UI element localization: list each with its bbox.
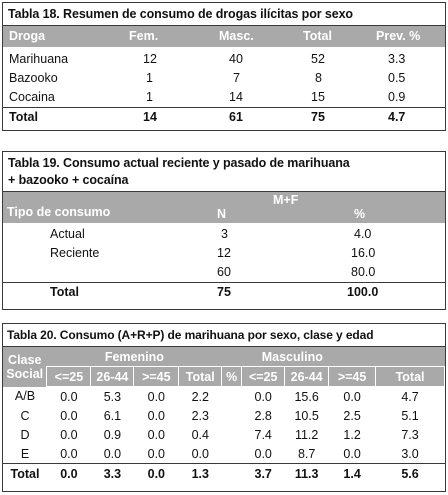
table-row	[3, 444, 445, 464]
col-pct: %	[354, 207, 366, 221]
table-18	[2, 2, 446, 131]
table-row	[3, 225, 445, 244]
row-label: Cocaina	[9, 90, 55, 104]
cell: 12	[143, 52, 157, 66]
cell: 0.0	[191, 446, 209, 461]
cell: 1.2	[343, 427, 361, 442]
table-row	[3, 406, 445, 425]
cell: 0.0	[254, 389, 272, 404]
header-row-groups	[3, 347, 445, 367]
row-label: Bazooko	[9, 71, 58, 85]
cell: 0.5	[388, 71, 406, 85]
header-text: Clase	[8, 352, 42, 367]
table-20-grid	[3, 347, 445, 483]
cell: 1.4	[343, 466, 361, 481]
row-label: A/B	[14, 389, 36, 404]
cell: 80.0	[351, 265, 376, 279]
group-femenino: Femenino	[47, 347, 222, 367]
col-header: >=45	[329, 367, 376, 387]
cell: 75	[311, 110, 325, 124]
header-text: Social	[6, 366, 44, 381]
cell: 0.0	[60, 427, 78, 442]
table-18-title: Tabla 18. Resumen de consumo de drogas ilícitas por sexo	[3, 3, 445, 26]
cell: 2.3	[191, 408, 209, 423]
table-row	[3, 263, 445, 282]
cell: 3.0	[401, 446, 419, 461]
cell: 4.0	[354, 227, 372, 241]
col-masc: Masc.	[219, 29, 254, 43]
row-label: Marihuana	[9, 52, 69, 66]
row-label: Total	[10, 466, 40, 481]
table-row	[3, 69, 445, 88]
cell: 7	[233, 71, 240, 85]
cell: 0.0	[147, 446, 166, 461]
row-label: Actual	[50, 227, 85, 241]
cell: 0.9	[103, 427, 122, 442]
table-row	[3, 387, 445, 407]
cell: 0.4	[191, 427, 209, 442]
cell: 0.0	[147, 408, 166, 423]
cell: 7.3	[401, 427, 419, 442]
title-line: + bazooko + cocaína	[8, 173, 129, 187]
cell: 4.7	[401, 389, 419, 404]
table-row	[3, 88, 445, 107]
cell: 8	[315, 71, 322, 85]
cell: 5.3	[103, 389, 122, 404]
cell: 1	[146, 90, 153, 104]
table-20	[2, 323, 446, 492]
table-20-title: Tabla 20. Consumo (A+R+P) de marihuana por sexo, clase y edad	[3, 324, 445, 347]
col-tipo: Tipo de consumo	[7, 205, 111, 219]
cell: 0.0	[254, 446, 272, 461]
cell: 8.7	[297, 446, 316, 461]
cell: 100.0	[347, 285, 379, 299]
cell: 5.6	[401, 466, 419, 481]
cell: 0.0	[60, 466, 78, 481]
cell: 11.2	[294, 427, 319, 442]
cell: 0.0	[147, 427, 166, 442]
cell: 75	[217, 285, 231, 299]
table-19	[2, 151, 446, 310]
col-header: 26-44	[91, 367, 134, 387]
col-header: <=25	[47, 367, 91, 387]
col-clase-social	[3, 347, 47, 387]
cell: 0.9	[388, 90, 406, 104]
col-droga: Droga	[9, 29, 46, 43]
row-label: Total	[50, 285, 79, 299]
cell: 15.6	[294, 389, 319, 404]
cell: 7.4	[254, 427, 272, 442]
cell: 2.5	[343, 408, 361, 423]
table-19-header	[3, 192, 445, 223]
cell: 61	[229, 110, 243, 124]
row-label: Reciente	[50, 246, 100, 260]
col-prev: Prev. %	[376, 29, 421, 43]
cell: 0.0	[103, 446, 122, 461]
cell: 52	[311, 52, 325, 66]
cell: 0.0	[60, 389, 78, 404]
table-row	[3, 50, 445, 69]
col-header: 26-44	[285, 367, 329, 387]
table-19-title	[3, 152, 445, 192]
col-header-pct: %	[222, 367, 242, 387]
cell: 40	[229, 52, 243, 66]
cell: 11.3	[294, 466, 319, 481]
col-header: Total	[179, 367, 222, 387]
group-masculino: Masculino	[242, 347, 445, 367]
col-header: >=45	[134, 367, 179, 387]
cell: 5.1	[401, 408, 419, 423]
table-row	[3, 425, 445, 444]
cell: 0.0	[343, 389, 361, 404]
row-label: Total	[9, 110, 38, 124]
row-label: C	[20, 408, 30, 423]
cell: 15	[311, 90, 325, 104]
table-row	[3, 244, 445, 263]
cell: 3.3	[103, 466, 122, 481]
cell: 0.0	[147, 389, 166, 404]
cell: 2.2	[191, 389, 209, 404]
table-total-row	[3, 464, 445, 484]
table-total-row	[3, 282, 445, 302]
table-total-row	[3, 107, 445, 127]
cell: 10.5	[294, 408, 319, 423]
row-label: E	[20, 446, 30, 461]
col-header: Total	[376, 367, 445, 387]
cell: 3	[221, 227, 228, 241]
cell: 1	[146, 71, 153, 85]
cell: 4.7	[388, 110, 406, 124]
table-18-header	[3, 26, 445, 47]
cell: 6.1	[103, 408, 122, 423]
cell: 3.7	[254, 466, 272, 481]
cell: 0.0	[343, 446, 361, 461]
cell: 1.3	[191, 466, 209, 481]
col-total: Total	[303, 29, 332, 43]
col-fem: Fem.	[129, 29, 159, 43]
cell: 60	[217, 265, 231, 279]
cell: 0.0	[147, 466, 166, 481]
cell: 0.0	[60, 446, 78, 461]
cell: 14	[143, 110, 157, 124]
cell: 12	[217, 246, 231, 260]
col-n: N	[217, 207, 227, 221]
cell: 3.3	[388, 52, 406, 66]
header-row-cols	[3, 367, 445, 387]
col-header: <=25	[242, 367, 285, 387]
row-label: D	[20, 427, 30, 442]
title-line: Tabla 19. Consumo actual reciente y pasado de marihuana	[8, 156, 350, 170]
cell: 14	[229, 90, 243, 104]
cell: 2.8	[254, 408, 272, 423]
cell: 0.0	[60, 408, 78, 423]
header-group: M+F	[273, 193, 299, 207]
cell: 16.0	[351, 246, 376, 260]
